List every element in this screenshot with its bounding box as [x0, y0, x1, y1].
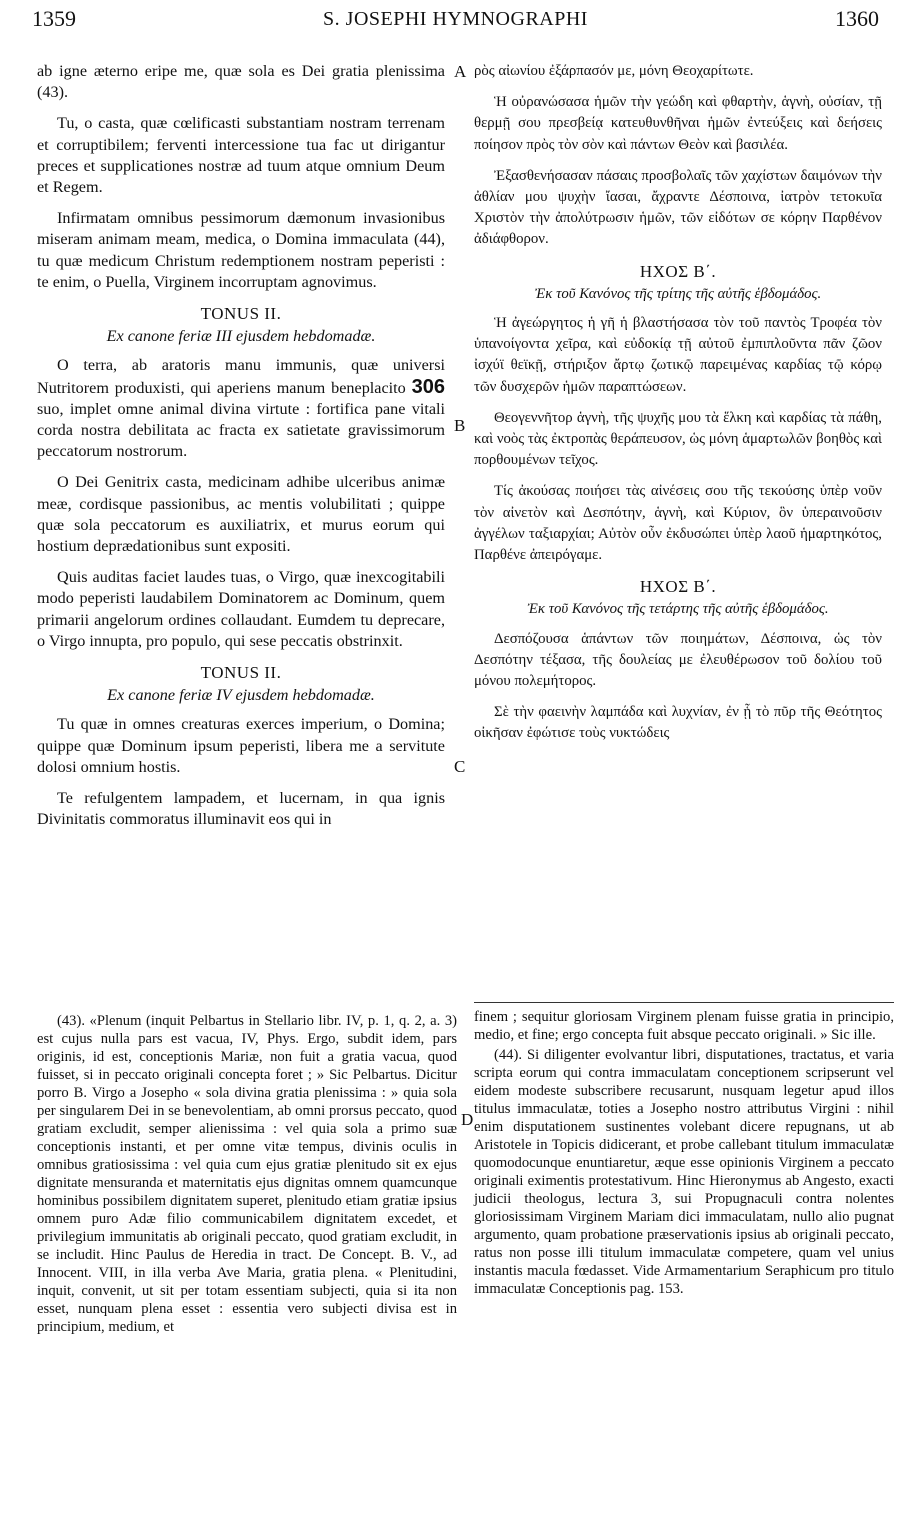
greek-paragraph: Ἡ οὐρανώσασα ἡμῶν τὴν γεώδη καὶ φθαρτὴν, ἁγνὴ, οὐσίαν, τῇ θερμῇ σου πρεσβείᾳ κατευθυνθῆναι ἡμῶν ἐντεύξεις καὶ δεήσεις ποίησον πρὸς τὸν σὸν καὶ πάντων Θεὸν καὶ βασιλέα.	[474, 94, 882, 153]
echos-heading: ΗΧΟΣ Β΄.	[639, 577, 717, 597]
canon-subheading: Ἐκ τοῦ Κανόνος τῆς τετάρτης τῆς αὐτῆς ἑβδομάδος.	[527, 601, 829, 618]
latin-paragraph: Te refulgentem lampadem, et lucernam, in qua ignis Divinitatis commoratus illuminavit eos qui in	[37, 789, 445, 829]
latin-paragraph: O Dei Genitrix casta, medicinam adhibe ulceribus animæ meæ, cordisque passionibus, ac mentis volubilitati ; quippe quæ sola peccatorum es auxiliatrix, et murus eorum qui hostium deprædationibus sunt expositi.	[37, 473, 445, 556]
footnotes-right	[474, 1008, 894, 1300]
greek-paragraph: ρὸς αἰωνίου ἐξάρπασόν με, μόνη Θεοχαρίτωτε.	[474, 63, 754, 79]
latin-paragraph: ab igne æterno eripe me, quæ sola es Dei gratia plenissima (43).	[37, 62, 445, 102]
tonus-heading: TONUS II.	[200, 304, 282, 324]
latin-text: O terra, ab aratoris manu immunis, quæ universi Nutritorem produxisti, qui aperiens manum beneplacito	[37, 356, 445, 397]
page-number-right: 1360	[835, 6, 879, 31]
latin-paragraph: Quis auditas faciet laudes tuas, o Virgo, quæ inexcogitabili modo peperisti laudabilem Dominatorem ac Dominum, quem primarii angelorum ordines collaudant. Eumdem tu deprecare, o Virgo innupta, pro populo, qui sese peccatis obstrinxit.	[37, 568, 445, 650]
latin-paragraph	[37, 355, 445, 462]
greek-paragraph: Ἡ ἀγεώργητος ἡ γῆ ἡ βλαστήσασα τὸν τοῦ παντὸς Τροφέα τὸν ὑπανοίγοντα χεῖρα, καὶ εὐδοκίᾳ τῇ αὐτοῦ ἐμπιπλοῦντα πᾶν ζῶον ἰσχύϊ θεϊκῇ, στήριξον ἄρτῳ ζωτικῷ παρειμένας καρδίας τῷ κόρῳ τῶν δυσχερῶν ἡμῶν παραπτώσεων.	[474, 315, 882, 395]
latin-text: suo, implet omne animal divina virtute : fortifica pane vitali corda nostra debilitata ac fracta ex satietate gravissimorum peccatorum nostrorum.	[37, 399, 445, 461]
canon-subheading: Ἐκ τοῦ Κανόνος τῆς τρίτης τῆς αὐτῆς ἑβδομάδος.	[534, 285, 822, 302]
footnote-divider	[474, 1002, 894, 1003]
footnote-43: (43). «Plenum (inquit Pelbartus in Stellario libr. IV, p. 1, q. 2, a. 3) est cujus nulla pars est vacua, IV, Phys. Ergo, subdit idem, pars originis, id est, conceptionis Mariæ, non fuit a gratia vacua, quod fuisset, si in peccato originali concepta foret ; » Sic Pelbartus. Dicitur porro B. Virgo a Josepho « sola divina gratia plenissima : » quia sola per singularem Dei in se benevolentiam, ab omni prorsus peccato, quod gratiam excludit, semper alienissima : vel quia sola a primo suæ conceptionis instanti, et per omne vitæ tempus, divinis oculis in omnibus gratiosissima : vel quia cum ejus gratiæ plenitudo sit ex ejus dignitate mensuranda et maternitatis ejus dignitas omnem quamcunque hominibus possibilem dignitatem superet, plenitudo etiam gratiæ ipsius omnem puro Adæ filio communicabilem dignitatem excedet, et privilegium immunitatis ab originali peccato, quod gratiam excludit, in se includit. Hinc Paulus de Heredia in tract. De Concept. B. V., ad Innocent. VIII, in illa verba Ave Maria, gratia plena. « Plenitudini, inquit, convenit, ut sit per totam essentiam subjecti, quia si ita non esset, nunquam plena esset : essentia vero subjecti divisa est in principium, medium, et	[37, 1013, 457, 1335]
page-header	[32, 6, 879, 34]
greek-column	[474, 61, 882, 755]
echos-heading: ΗΧΟΣ Β΄.	[639, 261, 717, 281]
footnote-43-continued: finem ; sequitur gloriosam Virginem plenam fuisse gratia in principio, medio, et fine; ergo concepta fuit absque peccato originali. » Sic ille.	[474, 1009, 894, 1043]
margin-letter-a: A	[454, 62, 467, 81]
page-number-left: 1359	[32, 6, 76, 31]
latin-paragraph: Tu quæ in omnes creaturas exerces imperium, o Domina; quippe quæ Dominum ipsum peperisti, libera me a servitute dolosi omnium hostis.	[37, 715, 445, 776]
footnotes-left	[37, 1012, 457, 1338]
footnote-44: (44). Si diligenter evolvantur libri, disputationes, tractatus, et varia scripta eorum qui contra immaculatam conceptionem scripserunt vel eidem modeste subscribere recusarunt, nusquam legetur apud illos titulus immaculatæ, toties a Josepho nostro attributus Virgini : nihil enim disputationem sustinentes volebant dicere repugnans, ut ab Aristotele in Topicis didicerant, et probe callebant titulum immaculatæ quomodocunque enuntiaretur, æque esse opinionis Virginem a peccato originali eximentis protestativum. Hinc Hieronymus ab Angesto, exacti judicii theologus, lectura 3, sui Propugnaculi contra nolentes gloriosissimam Virginem Mariam dici immaculatam, nullo alio pugnat argumento, quam probatione præservationis ipsius ab originali peccato, ratus non posse illi titulum immaculatæ competere, quam vel unius instantis macula fœdasset. Vide Armamentarium Seraphicum pro titulo immaculatæ Conceptionis pag. 153.	[474, 1047, 894, 1297]
tonus-heading: TONUS II.	[200, 663, 282, 683]
margin-letter-c: C	[454, 757, 466, 776]
canon-subheading: Ex canone feriæ IV ejusdem hebdomadæ.	[107, 686, 375, 705]
margin-letter-d: D	[461, 1110, 474, 1129]
canon-subheading: Ex canone feriæ III ejusdem hebdomadæ.	[106, 327, 376, 346]
latin-paragraph: Tu, o casta, quæ cœlificasti substantiam nostram terrenam et corruptibilem; ferventi intercessione tua fac ut dirigantur preces et supplicationes nostræ ad tuum atque omnium Deum et Regem.	[37, 114, 445, 197]
migne-page-number: 306	[411, 375, 445, 398]
greek-paragraph: Σὲ τὴν φαεινὴν λαμπάδα καὶ λυχνίαν, ἐν ᾗ τὸ πῦρ τῆς Θεότητος οἰκῆσαν ἐφώτισε τοὺς νυκτώδεις	[474, 704, 882, 742]
latin-column	[37, 61, 445, 841]
greek-paragraph: Τίς ἀκούσας ποιήσει τὰς αἰνέσεις σου τῆς τεκούσης ὑπὲρ νοῦν τὸν αἰνετὸν καὶ Δεσπότην, ἁγνὴ, καὶ Κύριον, ὃν ὑπεραινοῦσιν ἀγγέλων ταξιαρχίαι; Αὐτὸν οὖν ἐκδυσώπει ὑπὲρ λαοῦ ἡμαρτηκότος, Παρθένε ἀπειρόγαμε.	[474, 483, 882, 564]
latin-paragraph: Infirmatam omnibus pessimorum dæmonum invasionibus miseram animam meam, medica, o Domina immaculata (44), tu quæ medicum Christum redemptionem nostram peperisti : te enim, o Puella, Virginem incorruptam agnovimus.	[37, 209, 445, 291]
greek-paragraph: Δεσπόζουσα ἁπάντων τῶν ποιημάτων, Δέσποινα, ὡς τὸν Δεσπότην τέξασα, τῆς δουλείας με ἐλευθέρωσον τοῦ δολίου τοῦ μόνου πολεμήτορος.	[474, 630, 882, 690]
greek-paragraph: Ἐξασθενήσασαν πάσαις προσβολαῖς τῶν χαχίστων δαιμόνων τὴν ἀθλίαν μου ψυχὴν ἴασαι, ἄχραντε Δέσποινα, ἰατρὸν τετοκυῖα Χριστὸν τὴν ἀπολύτρωσιν ἡμῶν, τῶν εἰδότων σε κόρην Παρθένον ἀδιάφθορον.	[474, 167, 882, 248]
margin-letter-b: B	[454, 416, 466, 435]
running-title: S. JOSEPHI HYMNOGRAPHI	[323, 8, 588, 30]
greek-paragraph: Θεογεννῆτορ ἁγνὴ, τῆς ψυχῆς μου τὰ ἕλκη καὶ καρδίας τὰ πάθη, καὶ νοὸς τὰς ἐκτροπὰς θεράπευσον, ὡς μόνη ἁμαρτωλῶν βοηθὸς καὶ πορθουμένων τεῖχος.	[474, 409, 882, 469]
